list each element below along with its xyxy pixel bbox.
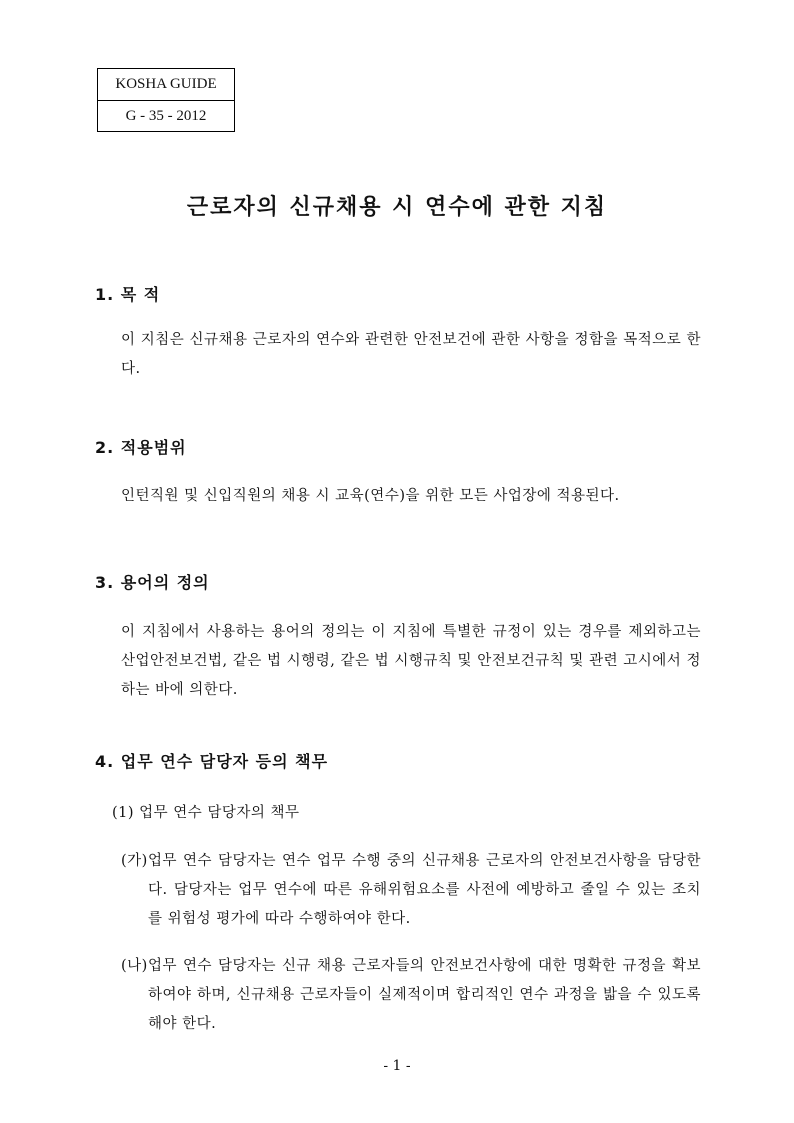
section-4-heading: 4. 업무 연수 담당자 등의 책무 <box>95 752 329 771</box>
section-2-heading: 2. 적용범위 <box>95 438 187 457</box>
section-3-text: 이 지침에서 사용하는 용어의 정의는 이 지침에 특별한 규정이 있는 경우를 제외하고는 산업안전보건법, 같은 법 시행령, 같은 법 시행규칙 및 안전보건규칙 및 관련 고시에서 정하는 바에 의한다. <box>121 624 701 698</box>
section-2-text: 인턴직원 및 신입직원의 채용 시 교육(연수)을 위한 모든 사업장에 적용된다. <box>121 488 620 504</box>
guide-id-box <box>97 68 235 132</box>
list-item-ga <box>121 847 701 934</box>
section-4-1-heading: (1) 업무 연수 담당자의 책무 <box>112 805 300 821</box>
list-item-text: 업무 연수 담당자는 연수 업무 수행 중의 신규채용 근로자의 안전보건사항을 담당한다. 담당자는 업무 연수에 따른 유해위험요소를 사전에 예방하고 줄일 수 있는 조치를 위험성 평가에 따라 수행하여야 한다. <box>148 853 701 927</box>
document-title: 근로자의 신규채용 시 연수에 관한 지침 <box>186 195 608 220</box>
section-1-text: 이 지침은 신규채용 근로자의 연수와 관련한 안전보건에 관한 사항을 정함을 목적으로 한다. <box>121 332 701 377</box>
section-3-heading: 3. 용어의 정의 <box>95 573 210 592</box>
list-item-text: 업무 연수 담당자는 신규 채용 근로자들의 안전보건사항에 대한 명확한 규정을 확보하여야 하며, 신규채용 근로자들이 실제적이며 합리적인 연수 과정을 밟을 수 있도록 해야 한다. <box>148 958 701 1032</box>
section-1-heading: 1. 목 적 <box>95 285 161 304</box>
guide-number: G - 35 - 2012 <box>98 100 234 132</box>
list-item-marker: (나) <box>121 958 148 974</box>
page-number: - 1 - <box>383 1058 411 1074</box>
list-item-na <box>121 952 701 1039</box>
guide-name: KOSHA GUIDE <box>115 76 217 92</box>
list-item-marker: (가) <box>121 853 148 869</box>
